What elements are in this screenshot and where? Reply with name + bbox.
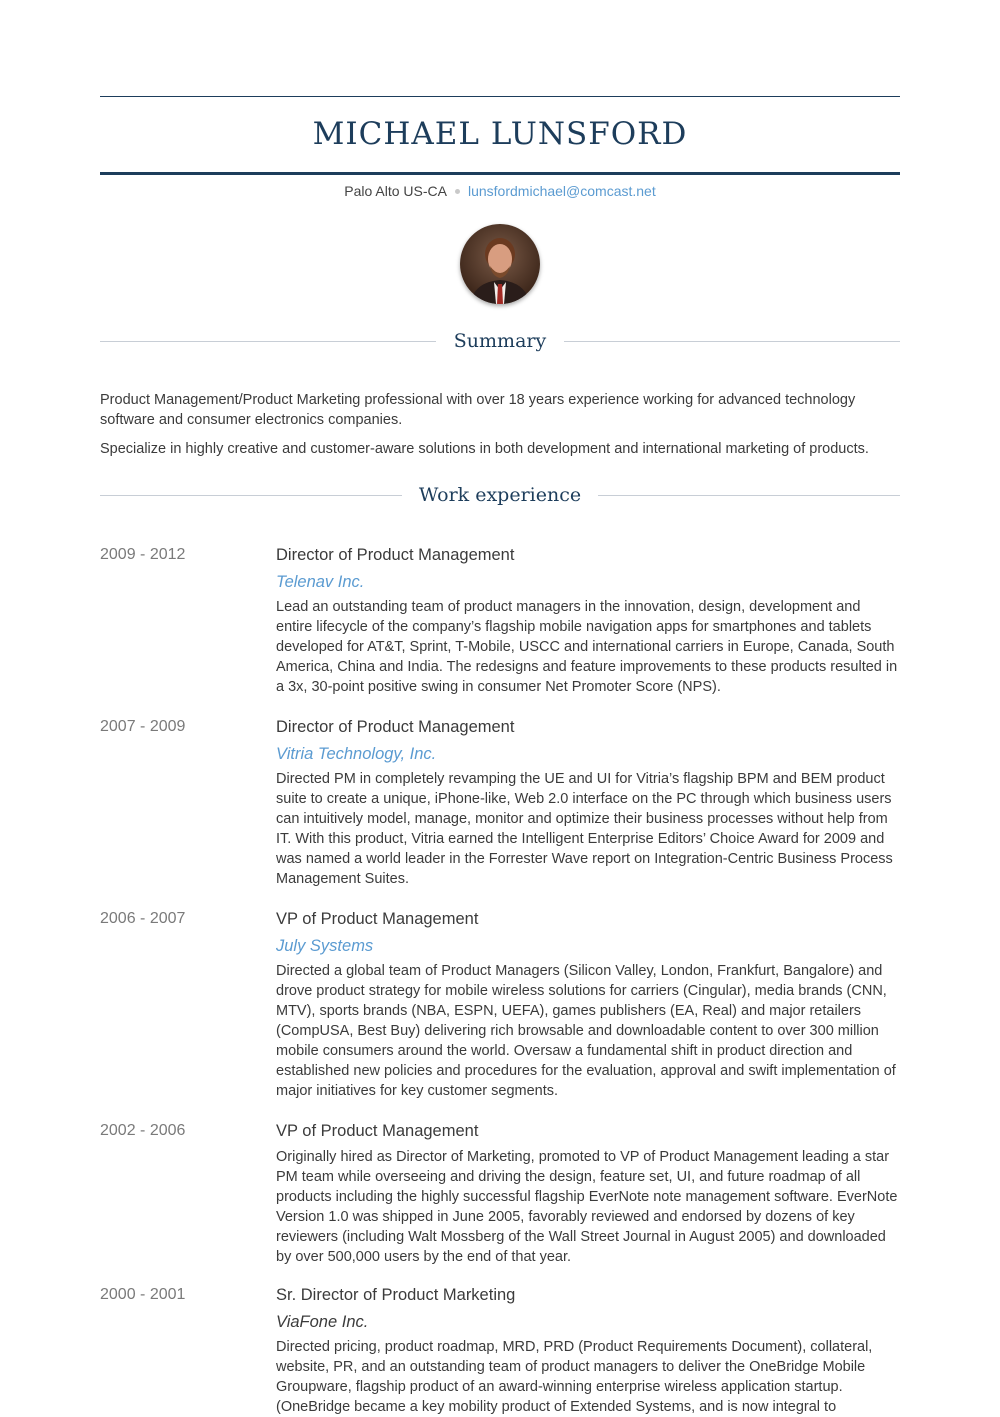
job-role: VP of Product Management [276, 910, 479, 928]
header-bottom-rule [100, 172, 900, 175]
summary-paragraph: Product Management/Product Marketing professional with over 18 years experience working for advanced technology software and consumer electronics companies. [100, 392, 856, 428]
header-top-rule [100, 96, 900, 97]
job-role: Director of Product Management [276, 546, 515, 564]
email-link[interactable]: lunsfordmichael@comcast.net [467, 183, 656, 199]
job-description: Directed pricing, product roadmap, MRD, PRD (Product Requirements Document), collateral, website, PR, and an outstanding team of product managers to deliver the OneBridge Mobile Groupware, flagship product of an award-winning enterprise wireless application startup. (OneBridge became a key mobility product of Extended Systems, and is now integral to [276, 1339, 873, 1415]
job-dates: 2000 - 2001 [100, 1286, 186, 1303]
work-experience-title: Work experience [418, 484, 582, 506]
job-role: Director of Product Management [276, 718, 515, 736]
job-description: Directed a global team of Product Managers (Silicon Valley, London, Frankfurt, Bangalore) and drove product strategy for mobile wireless solutions for carriers (Cingular), media brands (CNN, MTV), sports brands (NBA, ESPN, UEFA), games publishers (EA, Real) and major retailers (CompUSA, Best Buy) delivering rich browsable and downloadable content to over 300 million mobile consumers around the world. Oversaw a fundamental shift in product direction and established new policies and procedures for the evaluation, approval and swift implementation of major initiatives for key customer segments. [276, 963, 896, 1099]
job-description: Originally hired as Director of Marketing, promoted to VP of Product Management leading a star PM team while overseeing and driving the design, feature set, UI, and future roadmap of all products including the highly successful flagship EverNote note management software. EverNote Version 1.0 was shipped in June 2005, favorably reviewed and endorsed by dozens of key reviewers (including Walt Mossberg of the Wall Street Journal in August 2005) and downloaded by over 500,000 users by the end of that year. [276, 1149, 898, 1265]
job-company-link[interactable]: Telenav Inc. [276, 573, 365, 591]
avatar [460, 224, 540, 304]
job-description: Lead an outstanding team of product managers in the innovation, design, development and entire lifecycle of the company’s flagship mobile navigation apps for smartphones and tablets developed for AT&T, Sprint, T-Mobile, USCC and international carriers in Europe, Canada, South America, China and India. The redesigns and feature improvements to these products resulted in a 3x, 30-point positive swing in consumer Net Promoter Score (NPS). [276, 599, 898, 695]
summary-paragraph: Specialize in highly creative and customer-aware solutions in both development and international marketing of products. [100, 441, 869, 457]
job-company: ViaFone Inc. [276, 1313, 369, 1331]
work-experience-heading [100, 480, 900, 510]
job-dates: 2006 - 2007 [100, 910, 186, 927]
job-description: Directed PM in completely revamping the UE and UI for Vitria’s flagship BPM and BEM product suite to create a unique, iPhone-like, Web 2.0 interface on the PC through which business users can intuitively model, manage, monitor and optimize their business processes without help from IT. With this product, Vitria earned the Intelligent Enterprise Editors’ Choice Award for 2009 and was named a world leader in the Forrester Wave report on Integration-Centric Business Process Management Suites. [276, 771, 893, 887]
job-role: VP of Product Management [276, 1122, 479, 1140]
job-company-link[interactable]: July Systems [276, 937, 374, 955]
job-role: Sr. Director of Product Marketing [276, 1286, 516, 1304]
job-dates: 2009 - 2012 [100, 546, 186, 563]
job-dates: 2002 - 2006 [100, 1122, 186, 1139]
summary-title: Summary [453, 330, 547, 352]
candidate-name: MICHAEL LUNSFORD [312, 116, 688, 152]
separator-dot-icon [455, 189, 460, 194]
location-text: Palo Alto US-CA [344, 183, 447, 199]
job-dates: 2007 - 2009 [100, 718, 186, 735]
summary-heading [100, 326, 900, 356]
contact-line [100, 181, 900, 201]
job-company-link[interactable]: Vitria Technology, Inc. [276, 745, 437, 763]
summary-block [100, 390, 900, 459]
